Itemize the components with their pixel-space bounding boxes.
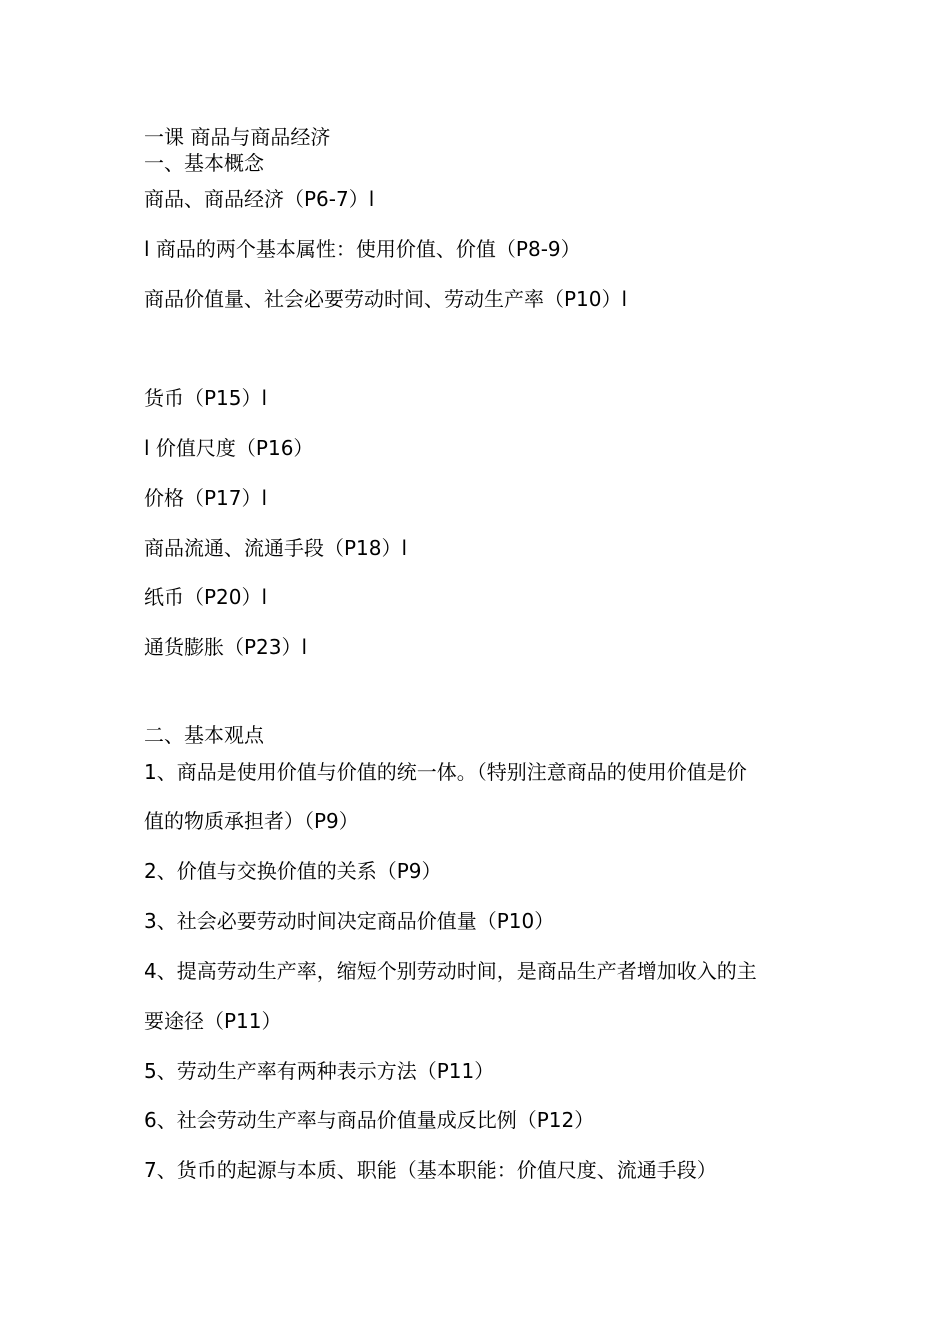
concept-item: l 商品的两个基本属性：使用价值、价值（P8-9）	[144, 237, 581, 261]
viewpoint-line: 要途径（P11）	[144, 1009, 282, 1033]
concept-item: 货币（P15）l	[144, 386, 268, 410]
viewpoint-line: 7、货币的起源与本质、职能（基本职能：价值尺度、流通手段）	[144, 1158, 717, 1182]
viewpoint-line: 4、提高劳动生产率，缩短个别劳动时间，是商品生产者增加收入的主	[144, 959, 757, 983]
viewpoint-line: 1、商品是使用价值与价值的统一体。（特别注意商品的使用价值是价	[144, 760, 747, 784]
viewpoint-line: 值的物质承担者）（P9）	[144, 809, 359, 833]
concept-item: l 价值尺度（P16）	[144, 436, 314, 460]
viewpoint-line: 3、社会必要劳动时间决定商品价值量（P10）	[144, 909, 555, 933]
document-title: 一课 商品与商品经济	[144, 125, 331, 149]
concept-item: 商品、商品经济（P6-7）l	[144, 187, 375, 211]
section-heading-viewpoints: 二、基本观点	[144, 723, 264, 747]
concept-item: 商品价值量、社会必要劳动时间、劳动生产率（P10）l	[144, 287, 628, 311]
concept-item: 通货膨胀（P23）l	[144, 635, 308, 659]
section-heading-concepts: 一、基本概念	[144, 151, 264, 175]
viewpoint-line: 5、劳动生产率有两种表示方法（P11）	[144, 1059, 495, 1083]
viewpoint-line: 2、价值与交换价值的关系（P9）	[144, 859, 442, 883]
concept-item: 商品流通、流通手段（P18）l	[144, 536, 408, 560]
concept-item: 价格（P17）l	[144, 486, 268, 510]
concept-item: 纸币（P20）l	[144, 585, 268, 609]
viewpoint-line: 6、社会劳动生产率与商品价值量成反比例（P12）	[144, 1108, 595, 1132]
